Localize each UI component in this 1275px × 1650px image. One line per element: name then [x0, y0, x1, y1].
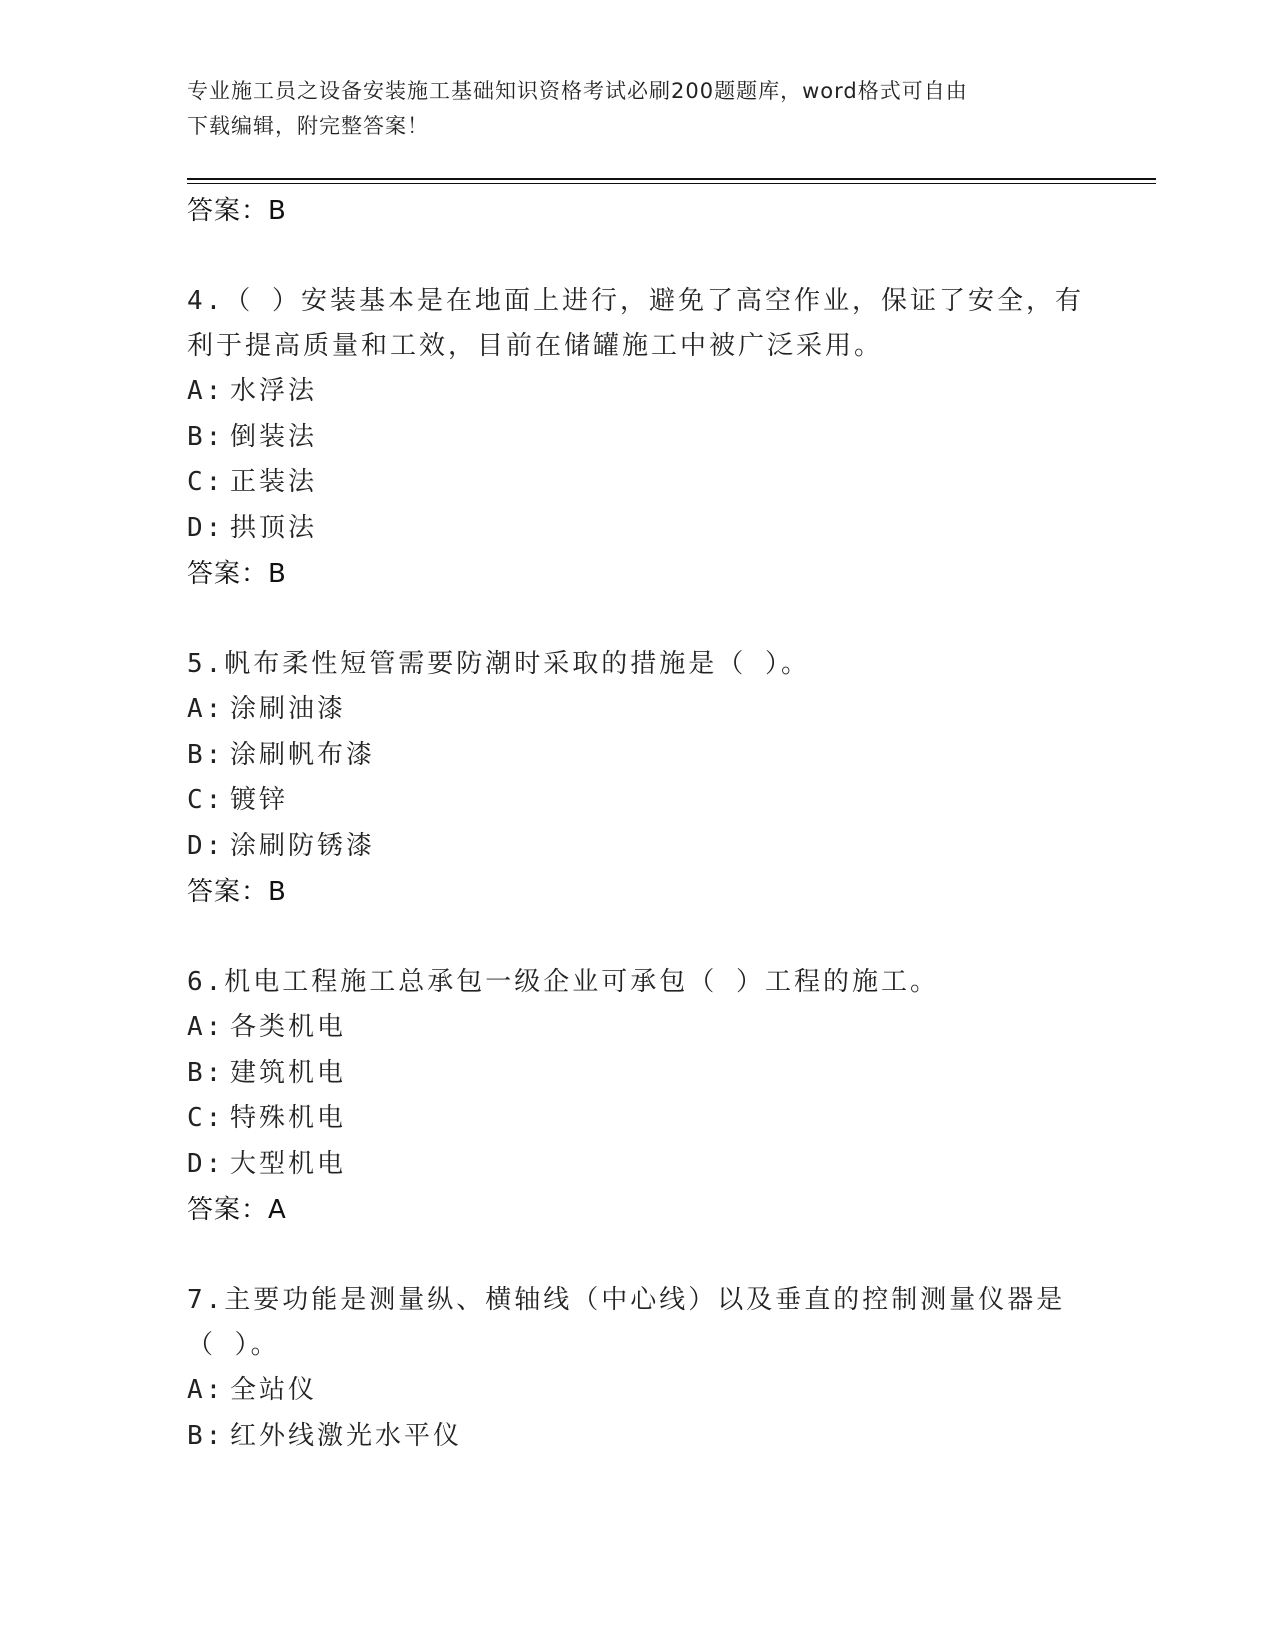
question-text: 7.主要功能是测量纵、横轴线（中心线）以及垂直的控制测量仪器是 [187, 1285, 1066, 1315]
option-text: 特殊机电 [230, 1103, 347, 1133]
option-text: 涂刷帆布漆 [230, 739, 376, 770]
header-line-2: 下载编辑，附完整答案！ [187, 114, 429, 138]
header-rule-thin [187, 183, 1156, 184]
option-letter: A: [187, 1012, 225, 1042]
option-letter: C: [187, 785, 225, 815]
answer-line: 答案：B [187, 877, 287, 907]
option-row [187, 824, 1087, 870]
option-row [187, 733, 1087, 779]
header-rule-thick [187, 178, 1156, 180]
option-text: 镀锌 [230, 785, 289, 815]
question-text: 5.帆布柔性短管需要防潮时采取的措施是（ ）。 [187, 649, 810, 679]
option-text: 涂刷防锈漆 [230, 830, 376, 861]
option-row [187, 1051, 1087, 1097]
option-text: 水浮法 [230, 376, 318, 406]
option-letter: B: [187, 421, 225, 452]
option-letter: A: [187, 376, 225, 406]
option-letter: C: [187, 1103, 225, 1133]
option-text: 涂刷油漆 [230, 694, 347, 724]
option-letter: A: [187, 694, 225, 724]
question-text: 利于提高质量和工效，目前在储罐施工中被广泛采用。 [187, 331, 884, 361]
option-letter: B: [187, 1057, 225, 1088]
option-text: 红外线激光水平仪 [230, 1420, 463, 1451]
option-row [187, 778, 1087, 824]
answer-line: 答案：B [187, 196, 287, 226]
question-list [187, 188, 1087, 1459]
option-row [187, 1096, 1087, 1142]
option-text: 大型机电 [230, 1148, 347, 1179]
question-block [187, 1278, 1087, 1459]
question-spacer [187, 597, 1087, 642]
option-letter: C: [187, 467, 225, 497]
option-row [187, 1368, 1087, 1414]
option-row [187, 687, 1087, 733]
option-text: 正装法 [230, 467, 318, 497]
answer-line: 答案：B [187, 559, 287, 589]
question-text: 6.机电工程施工总承包一级企业可承包（ ）工程的施工。 [187, 967, 939, 997]
option-letter: A: [187, 1375, 225, 1405]
option-letter: D: [187, 1148, 225, 1179]
option-row [187, 1142, 1087, 1188]
question-text: （ ）。 [187, 1330, 280, 1360]
option-row [187, 460, 1087, 506]
option-row [187, 369, 1087, 415]
option-text: 全站仪 [230, 1375, 318, 1405]
option-letter: B: [187, 739, 225, 770]
question-spacer [187, 1233, 1087, 1278]
option-row [187, 415, 1087, 461]
option-letter: B: [187, 1420, 225, 1451]
option-letter: D: [187, 830, 225, 861]
header-line-1: 专业施工员之设备安装施工基础知识资格考试必刷200题题库，word格式可自由 [187, 79, 968, 103]
question-block [187, 642, 1087, 915]
question-text: 4.（ ）安装基本是在地面上进行，避免了高空作业，保证了安全，有 [187, 286, 1084, 316]
question-spacer [187, 234, 1087, 279]
answer-line: 答案：A [187, 1195, 287, 1225]
option-row [187, 1414, 1087, 1460]
question-block [187, 960, 1087, 1233]
option-text: 拱顶法 [230, 512, 318, 543]
document-header [187, 74, 1087, 144]
option-text: 各类机电 [230, 1012, 347, 1042]
option-letter: D: [187, 512, 225, 543]
question-spacer [187, 915, 1087, 960]
option-row [187, 506, 1087, 552]
option-text: 建筑机电 [230, 1057, 347, 1088]
option-row [187, 1005, 1087, 1051]
question-block [187, 279, 1087, 597]
option-text: 倒装法 [230, 421, 318, 452]
